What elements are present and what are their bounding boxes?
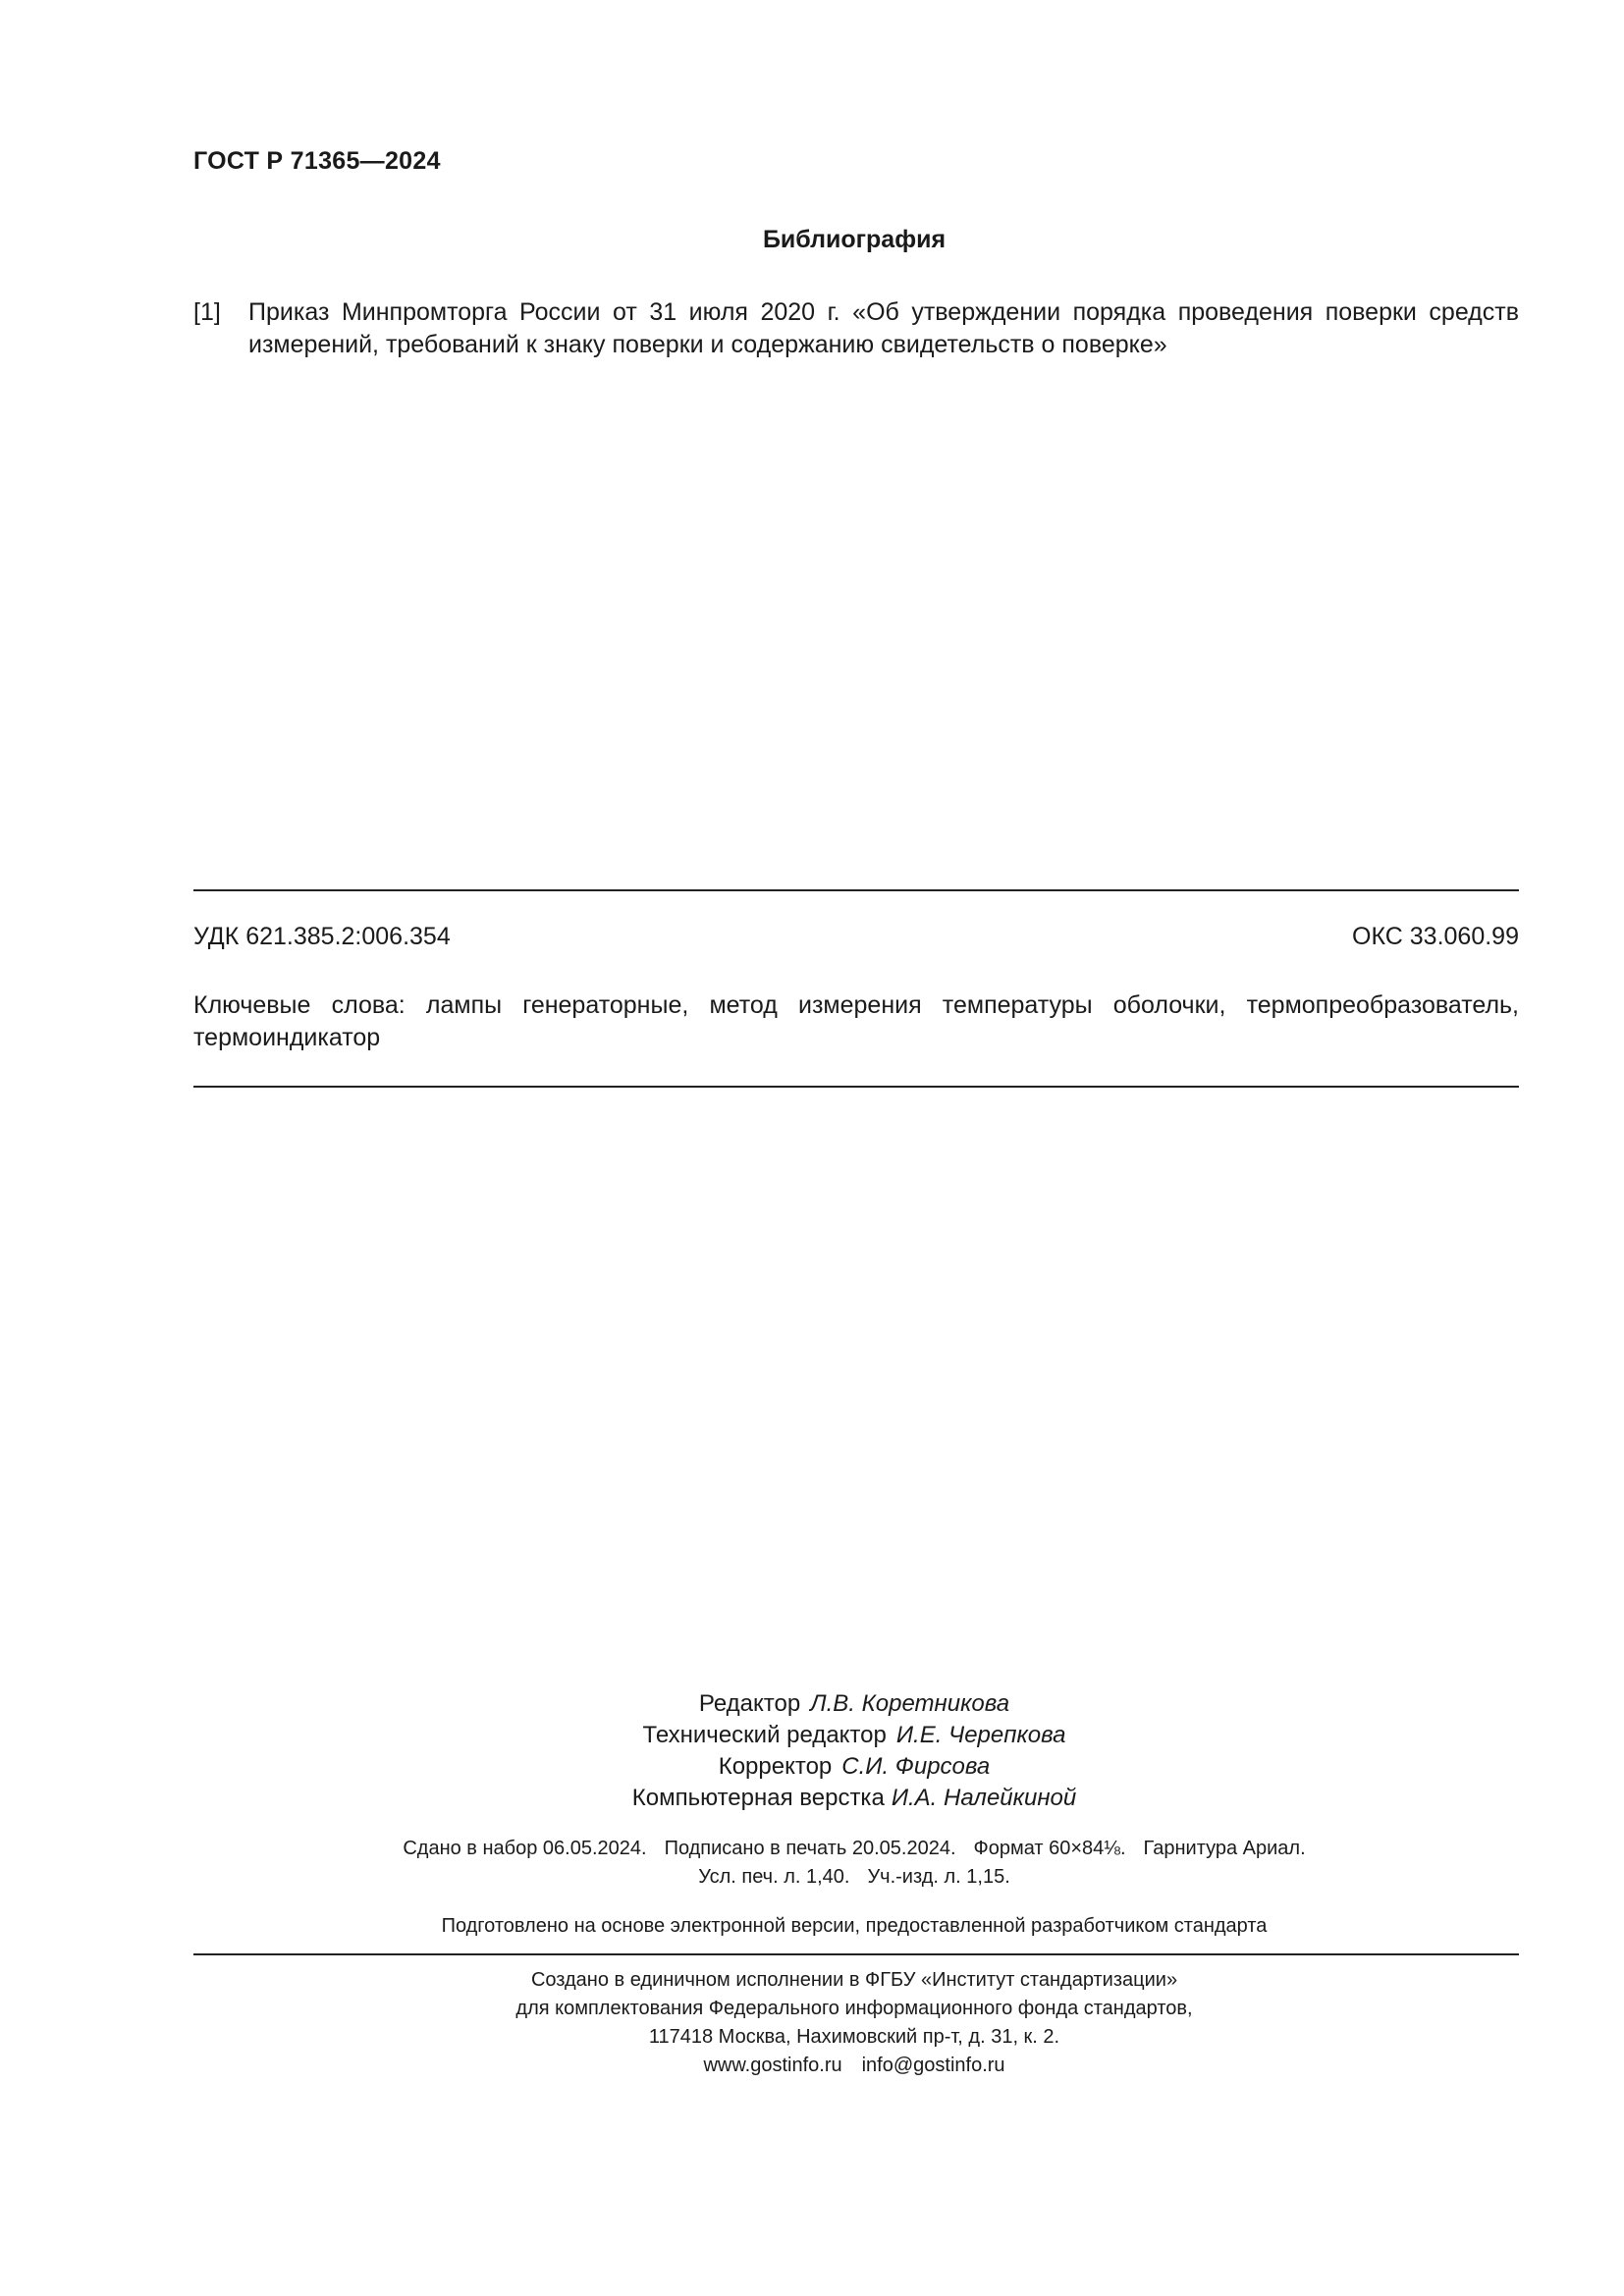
standard-code-header: ГОСТ Р 71365—2024 [193, 147, 441, 175]
publisher-footer [0, 1966, 1624, 2080]
bibliography-item [193, 296, 1519, 361]
oks-code: ОКС 33.060.99 [1352, 923, 1519, 950]
imprint-block [0, 1835, 1624, 1892]
credit-layout [0, 1783, 1624, 1814]
footer-contacts [0, 2052, 1624, 2080]
footer-line-1: Создано в единичном исполнении в ФГБУ «Институт стандартизации» [530, 1969, 1178, 1991]
credit-editor [0, 1688, 1624, 1720]
imprint-format: Формат 60×84⅛. [973, 1838, 1126, 1859]
credit-role: Корректор [718, 1753, 833, 1780]
credit-role: Редактор [698, 1690, 801, 1717]
credit-role: Компьютерная верстка [631, 1785, 885, 1811]
prepared-note: Подготовлено на основе электронной версии, предоставленной разработчиком стандарта [441, 1915, 1268, 1937]
imprint-typeface: Гарнитура Ариал. [1143, 1838, 1306, 1859]
bibliography-item-text: Приказ Минпромторга России от 31 июля 2020 г. «Об утверждении порядка проведения поверки средств измерений, требований к знаку поверки и содержанию свидетельств о поверке» [248, 298, 1519, 358]
imprint-line-2 [0, 1863, 1624, 1892]
bibliography-item-number: [1] [193, 298, 221, 326]
credits-block [0, 1688, 1624, 1814]
imprint-print-sheets: Усл. печ. л. 1,40. [698, 1866, 850, 1888]
imprint-signed: Подписано в печать 20.05.2024. [664, 1838, 956, 1859]
imprint-submitted: Сдано в набор 06.05.2024. [403, 1838, 647, 1859]
imprint-line-1 [0, 1835, 1624, 1863]
footer-line-2: для комплектования Федерального информационного фонда стандартов, [515, 1998, 1193, 2019]
imprint-publisher-sheets: Уч.-изд. л. 1,15. [867, 1866, 1010, 1888]
divider-top [193, 889, 1519, 891]
footer-email-link[interactable]: info@gostinfo.ru [861, 2055, 1005, 2076]
credit-name: И.Е. Черепкова [895, 1722, 1066, 1748]
footer-line-3: 117418 Москва, Нахимовский пр-т, д. 31, к. 2. [648, 2026, 1060, 2048]
divider-middle [193, 1086, 1519, 1088]
keywords: Ключевые слова: лампы генераторные, метод измерения температуры оболочки, термопреобразователь, термоиндикатор [193, 991, 1519, 1051]
credit-proofreader [0, 1751, 1624, 1783]
footer-website-link[interactable]: www.gostinfo.ru [703, 2055, 842, 2076]
credit-name: И.А. Налейкиной [891, 1785, 1077, 1811]
udc-code: УДК 621.385.2:006.354 [193, 923, 451, 950]
credit-role: Технический редактор [642, 1722, 887, 1748]
divider-bottom [193, 1953, 1519, 1955]
classification-line [193, 923, 1519, 951]
credit-name: Л.В. Коретникова [810, 1690, 1010, 1717]
bibliography-title: Библиография [762, 226, 947, 253]
credit-name: С.И. Фирсова [841, 1753, 991, 1780]
credit-technical-editor [0, 1720, 1624, 1751]
